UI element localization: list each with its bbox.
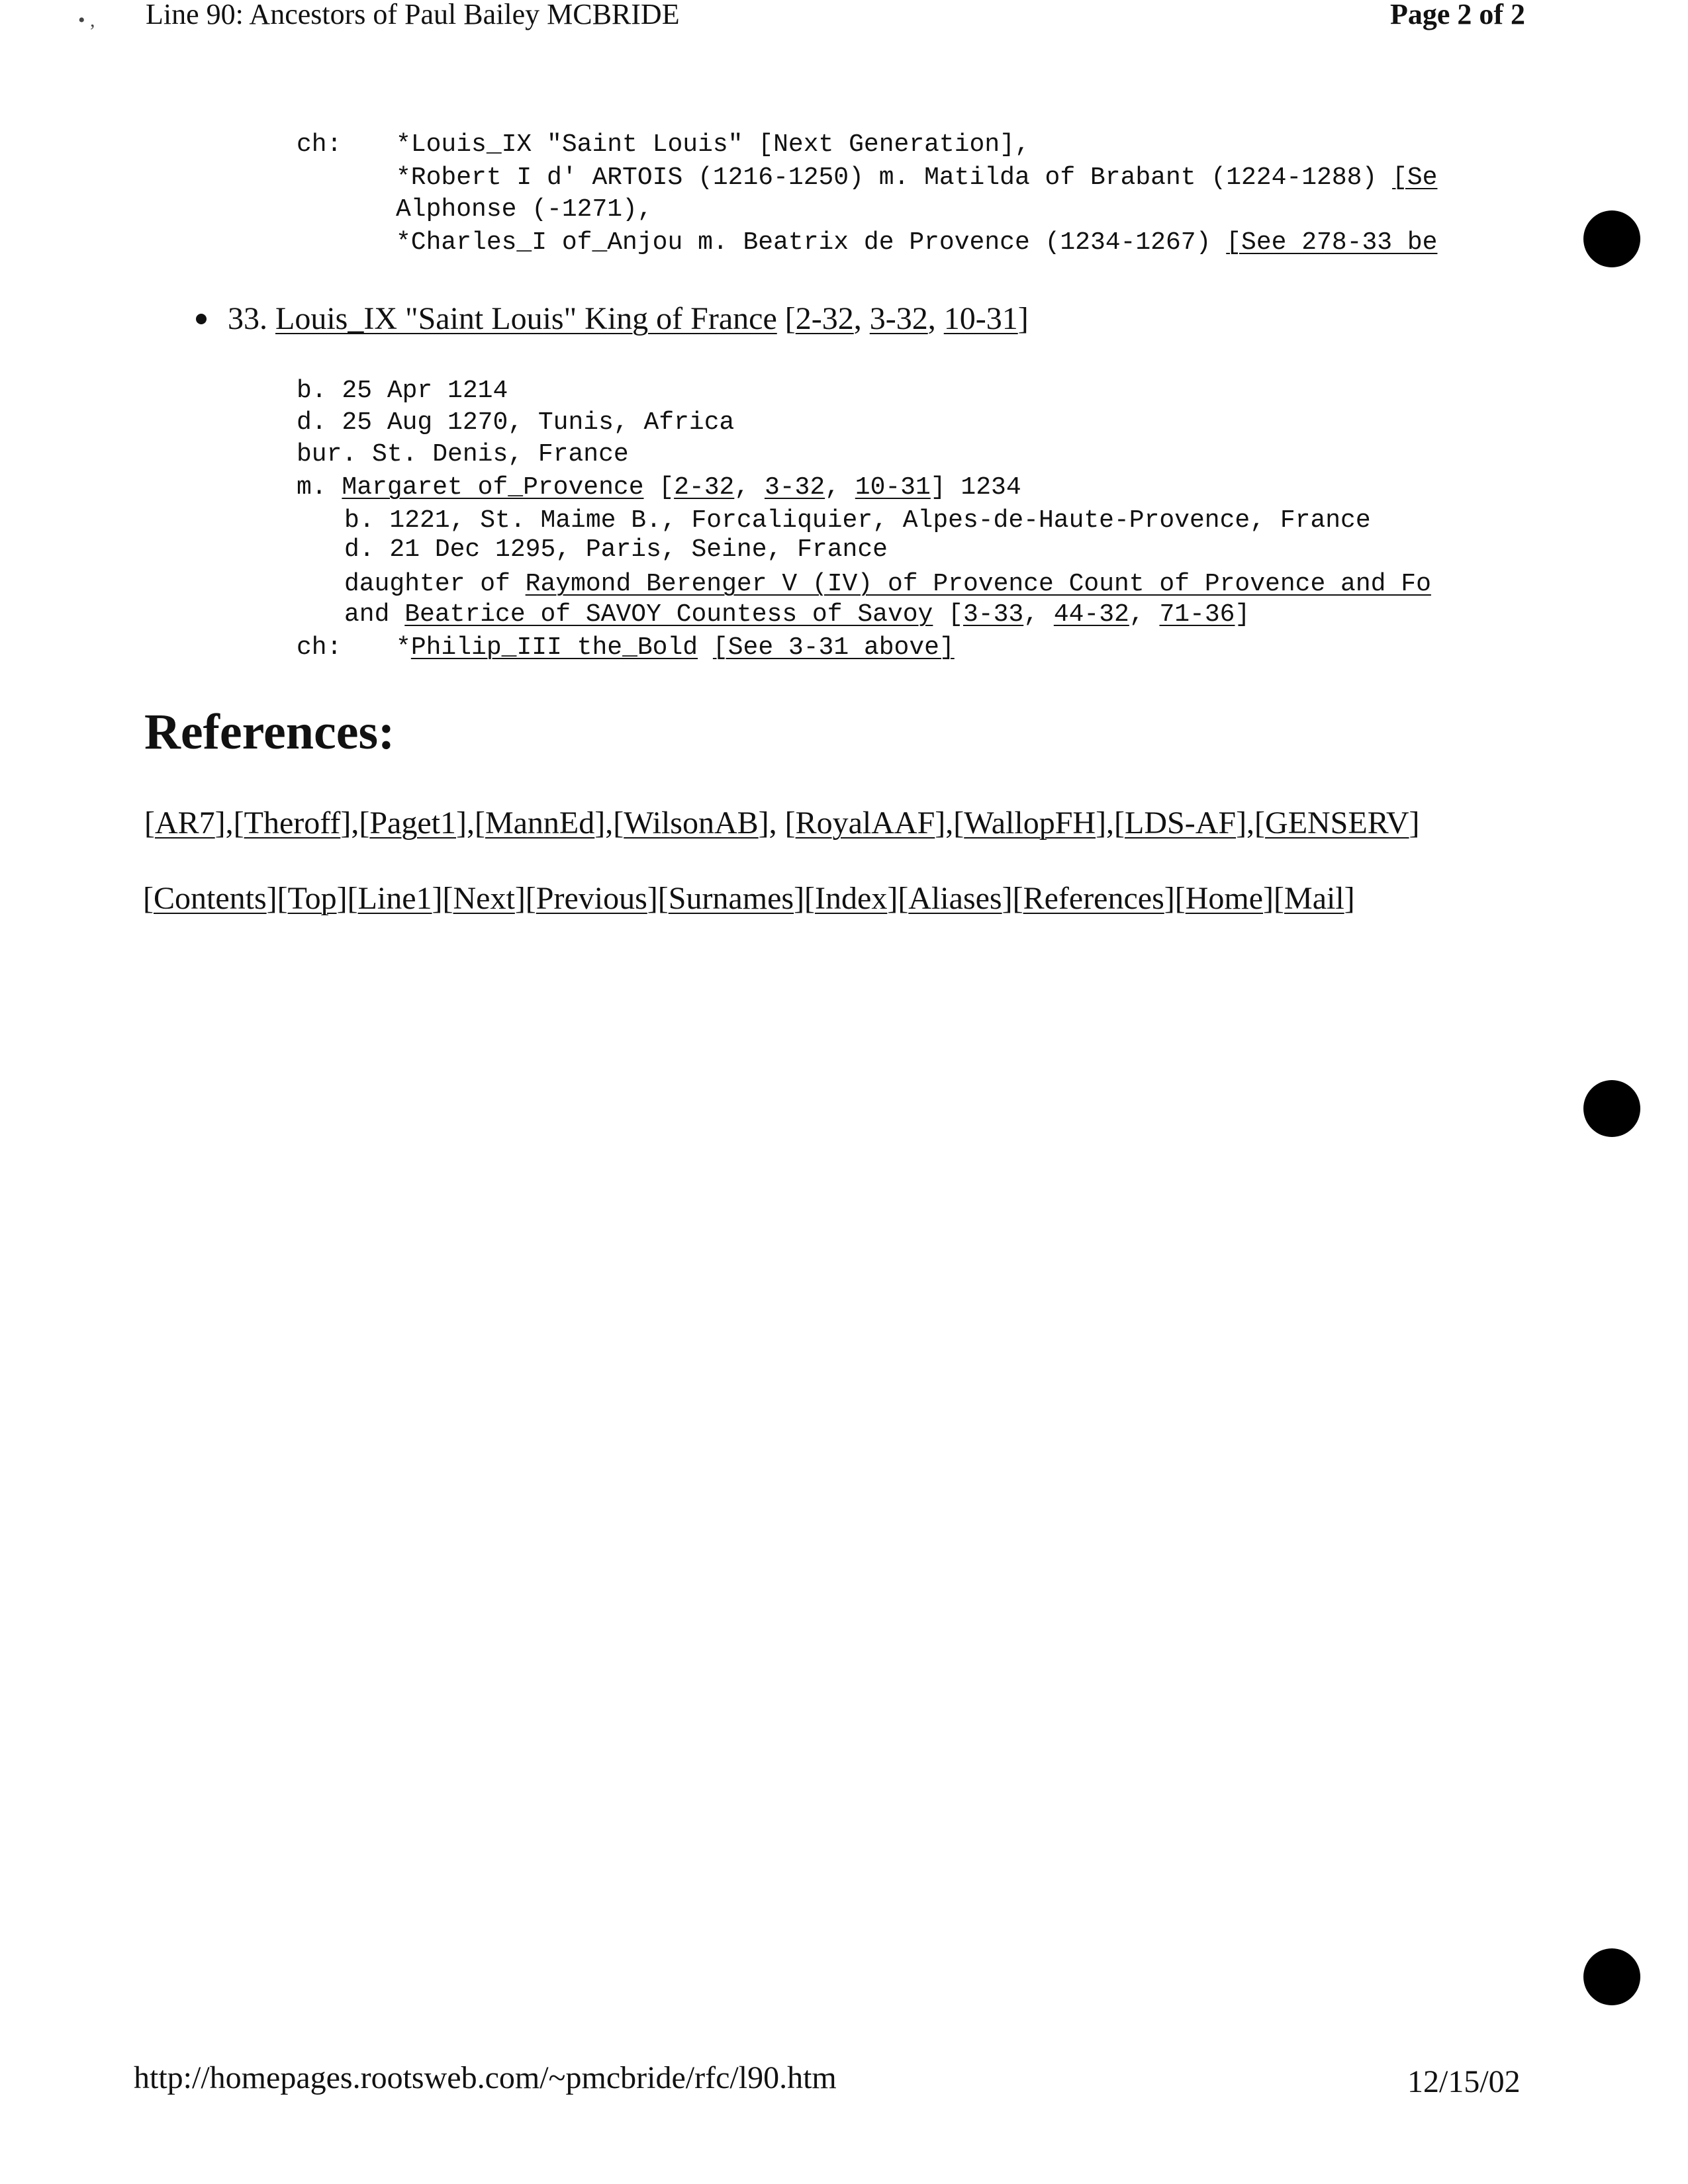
father-link[interactable]: Raymond Berenger V (IV) of Provence Count of Provence and Fo [525,570,1431,598]
nav-link-top[interactable]: Top [287,881,337,916]
nav-link-home[interactable]: Home [1185,881,1264,916]
child-line: Alphonse (-1271), [396,195,653,224]
child-line [396,165,1437,191]
spouse-death-line: d. 21 Dec 1295, Paris, Seine, France [344,535,888,564]
footer-date: 12/15/02 [1407,2064,1521,2099]
nav-link-mail[interactable]: Mail [1284,881,1344,916]
daughter-of-label: daughter of [344,570,510,598]
death-line: d. 25 Aug 1270, Tunis, Africa [297,408,735,437]
ref-link[interactable]: 3-33 [962,600,1024,629]
nav-link-line1[interactable]: Line1 [357,881,432,916]
nav-link-aliases[interactable]: Aliases [908,881,1002,916]
daughter-of-line [344,572,1431,597]
nav-link-surnames[interactable]: Surnames [668,881,794,916]
child-line [396,230,1437,255]
reference-link[interactable]: WallopFH [964,805,1096,841]
see-link[interactable]: [See 278-33 be [1226,228,1438,257]
children-label: ch: [297,633,342,662]
see-link[interactable]: [See 3-31 above] [712,633,955,662]
marriage-line: m. Margaret of_Provence [2-32, 3-32, 10-31] 1234 [297,473,1021,502]
footer-url: http://homepages.rootsweb.com/~pmcbride/rfc/l90.htm [134,2060,837,2095]
entry-number: 33. [228,301,267,336]
references-heading: References: [144,704,395,760]
mother-link[interactable]: Beatrice of SAVOY Countess of Savoy [404,600,933,629]
ref-link[interactable]: 2-32 [674,473,735,502]
ref-link[interactable]: 3-32 [764,473,825,502]
reference-link[interactable]: AR7 [154,805,215,841]
reference-link[interactable]: Theroff [244,805,341,841]
reference-link[interactable]: RoyalAAF [795,805,935,841]
birth-line: b. 25 Apr 1214 [297,377,508,405]
child-text: *Charles_I of_Anjou m. Beatrix de Provence (1234-1267) [396,228,1211,257]
marriage-prefix: m. [297,473,327,502]
punch-hole [1583,210,1640,267]
mother-line: and Beatrice of SAVOY Countess of Savoy [3-33, 44-32, 71-36] [344,600,1250,629]
children-label: ch: [297,130,342,159]
punch-hole [1583,1080,1640,1137]
spouse-birth-line: b. 1221, St. Maime B., Forcaliquier, Alpes-de-Haute-Provence, France [344,506,1371,535]
entry-heading: 33. Louis_IX "Saint Louis" King of France [2-32, 3-32, 10-31] [228,301,1029,336]
burial-line: bur. St. Denis, France [297,440,629,469]
nav-link-previous[interactable]: Previous [536,881,647,916]
nav-link-index[interactable]: Index [815,881,888,916]
reference-link[interactable]: GENSERV [1265,805,1409,841]
nav-link-next[interactable]: Next [453,881,515,916]
child-text: *Robert I d' ARTOIS (1216-1250) m. Matilda of Brabant (1224-1288) [396,163,1378,192]
bullet-icon [196,314,207,324]
nav-link-contents[interactable]: Contents [153,881,267,916]
nav-link-references[interactable]: References [1023,881,1164,916]
see-link[interactable]: [Se [1392,163,1438,192]
marriage-year: 1234 [961,473,1021,502]
ref-link[interactable]: 10-31 [943,301,1018,336]
reference-link[interactable]: MannEd [485,805,595,841]
ref-link[interactable]: 2-32 [795,301,854,336]
child-line [396,635,955,660]
entry-name-link[interactable]: Louis_IX "Saint Louis" King of France [275,301,777,336]
spouse-link[interactable]: Margaret of_Provence [342,473,644,502]
child-link[interactable]: Philip_III the_Bold [410,633,698,662]
ref-link[interactable]: 71-36 [1159,600,1235,629]
reference-link[interactable]: LDS-AF [1125,805,1237,841]
ref-link[interactable]: 10-31 [855,473,931,502]
scan-marks: • , [78,9,95,31]
references-list: [AR7],[Theroff],[Paget1],[MannEd],[WilsonAB], [RoyalAAF],[WallopFH],[LDS-AF],[GENSERV] [144,805,1420,841]
nav-bar: [Contents][Top][Line1][Next][Previous][Surnames][Index][Aliases][References][Home][Mail] [143,881,1355,916]
child-line: *Louis_IX "Saint Louis" [Next Generation], [396,130,1030,159]
reference-link[interactable]: WilsonAB [624,805,759,841]
punch-hole [1583,1948,1640,2005]
page-number: Page 2 of 2 [1390,0,1526,30]
and-label: and [344,600,390,629]
ref-link[interactable]: 3-32 [869,301,928,336]
child-star: * [396,633,411,662]
page-header-title: Line 90: Ancestors of Paul Bailey MCBRIDE [146,0,680,30]
ref-link[interactable]: 44-32 [1053,600,1129,629]
reference-link[interactable]: Paget1 [369,805,456,841]
